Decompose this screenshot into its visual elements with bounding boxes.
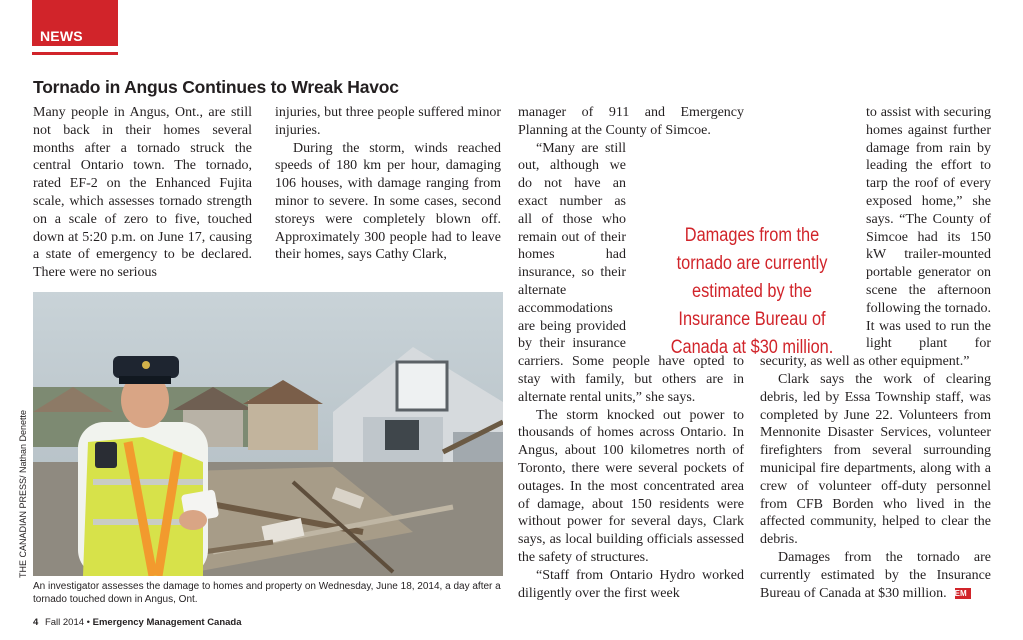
paragraph: Many people in Angus, Ont., are still not back in their homes several months after a tornado struck the central Ontario town. The tornado, rated EF-2 on the Enhanced Fujita scale, which assesses tornado strength on a scale of zero to five, touched down at 5:20 p.m. on June 17, causing a state of emergency to be declared. There were no serious	[33, 105, 252, 281]
article-column-2	[275, 104, 501, 264]
section-tab	[32, 0, 118, 52]
photo-credit: THE CANADIAN PRESS/ Nathan Denette	[18, 409, 28, 578]
paragraph-text: “Many are still out, although we do not have an exact number as all of those who remain out of their homes had insurance, so their alternate accommodations are being provided by their insurance carriers. Some people have opted to stay with family, but others are in alternate rental units,” she says.	[518, 140, 744, 405]
pull-quote: Damages from the tornado are currently estimated by the Insurance Bureau of Canada at $30 million.	[670, 225, 834, 358]
paragraph-text: to assist with securing homes against further damage from rain by leading the effort to tarp the roof of every exposed home,” she says. “The County of Simcoe had its 150 kW trailer-mounted portable generator on scene the afternoon following the tornado. It was used to run the light plant for security, as well as other equipment.”	[760, 105, 991, 370]
tornado-damage-photo	[33, 292, 503, 576]
article-column-1	[33, 104, 252, 282]
issue-label: Fall 2014 •	[44, 617, 90, 628]
paragraph: injuries, but three people suffered minor injuries.	[275, 105, 501, 138]
photo-caption: An investigator assesses the damage to homes and property on Wednesday, June 18, 2014, a day after a tornado touched down in Angus, Ont.	[33, 581, 501, 605]
paragraph: During the storm, winds reached speeds of 180 km per hour, damaging 106 houses, with damage ranging from minor to severe. In some cases, second storeys were completely blown off. Approximately 300 people had to leave their homes, says Cathy Clark,	[275, 140, 501, 263]
paragraph: Clark says the work of clearing debris, led by Essa Township staff, was completed by June 22. Volunteers from Mennonite Disaster Services, volunteer firefighters from several surrounding municipal fire departments, along with a crew of volunteer off-duty personnel from CFB Borden who lived in the affected community, helped to clear the debris.	[760, 371, 991, 548]
paragraph	[760, 549, 991, 602]
paragraph-text: Damages from the tornado are currently estimated by the Insurance Bureau of Canada at $30 million.	[760, 549, 991, 601]
paragraph: The storm knocked out power to thousands of homes across Ontario. In Angus, about 100 kilometres north of Toronto, there were several pockets of outages. In the most concentrated area of damage, about 150 residents were without power for several days, Clark says, as local building officials assessed the safety of structures.	[518, 407, 744, 565]
article-headline: Tornado in Angus Continues to Wreak Havoc	[33, 77, 399, 97]
paragraph: “Staff from Ontario Hydro worked diligently over the first week	[518, 567, 744, 601]
section-rule	[32, 52, 118, 55]
paragraph: manager of 911 and Emergency Planning at the County of Simcoe.	[518, 105, 744, 138]
page-footer	[33, 617, 242, 628]
page-number: 4	[33, 617, 39, 628]
section-label: NEWS	[40, 28, 83, 44]
em-end-mark: EM	[955, 588, 971, 599]
magazine-title: Emergency Management Canada	[92, 617, 242, 628]
